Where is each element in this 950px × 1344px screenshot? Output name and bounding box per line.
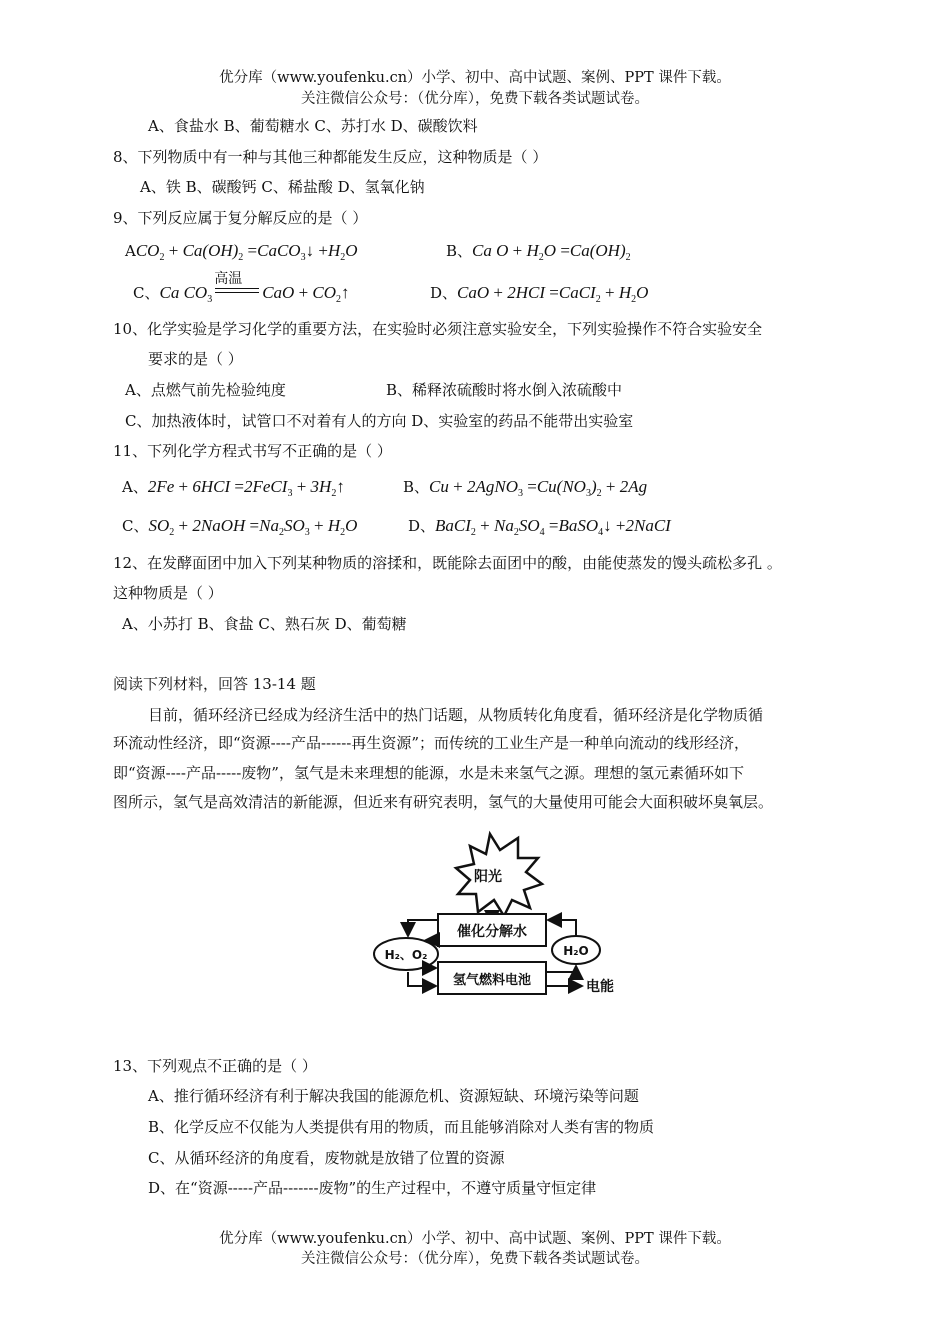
q9-option-b	[446, 241, 631, 268]
footer-line-1: 优分库（www.youfenku.cn）小学、初中、高中试题、案例、PPT 课件下载。	[219, 1231, 731, 1247]
water-label: H₂O	[563, 944, 589, 958]
q11-c-equation: $SO_2$ + 2NaOH $=Na_2SO_3 + H_2O$	[148, 516, 358, 538]
q11-option-a	[122, 477, 345, 504]
q11-d-equation: BaCI$_2$ + $Na_2SO_4$ =BaSO$_4$↓ +2NaCI	[435, 516, 671, 538]
left-flow-outer-arrow	[408, 920, 438, 936]
left-flow-outer-arrow-2	[408, 972, 436, 986]
q8-options: A、铁 B、碳酸钙 C、稀盐酸 D、氢氧化钠	[140, 178, 425, 196]
hydrogen-cycle-diagram	[368, 828, 628, 1008]
q9-a-label: A	[125, 242, 136, 260]
sun-label: 阳光	[474, 869, 502, 885]
q11-a-equation: 2Fe + 6HCI =2FeCI$_3$ + $3H_2↑$	[147, 477, 345, 499]
reading-paragraph-line-3: 即“资源----产品-----废物”，氢气是未来理想的能源，水是未来氢气之源。理想的氢元素循环如下	[113, 764, 744, 782]
reading-intro: 阅读下列材料，回答 13-14 题	[113, 675, 316, 693]
electricity-label: 电能	[586, 979, 614, 995]
q9-stem: 9、下列反应属于复分解反应的是（ ）	[113, 209, 368, 227]
q9-option-d	[430, 283, 648, 310]
q10-option-b: B、稀释浓硫酸时将水倒入浓硫酸中	[386, 381, 623, 399]
q10-stem-2: 要求的是（ ）	[148, 350, 243, 368]
fuel-cell-label: 氢气燃料电池	[452, 973, 532, 988]
q11-b-equation: Cu + 2AgNO$_3$ $=Cu(NO_3)_2 + 2Ag$	[429, 477, 648, 499]
q12-stem-1: 12、在发酵面团中加入下列某种物质的溶揉和，既能除去面团中的酸，由能使蒸发的馒头疏松多孔 。	[113, 554, 782, 572]
header-line-2: 关注微信公众号：（优分库），免费下载各类试题试卷。	[301, 91, 649, 107]
q11-option-c	[122, 516, 357, 543]
reading-paragraph-line-1: 目前，循环经济已经成为经济生活中的热门话题，从物质转化角度看，循环经济是化学物质循	[148, 706, 764, 724]
q11-b-label: B、	[403, 478, 430, 496]
q9-option-a	[125, 241, 358, 268]
footer-line-2: 关注微信公众号：（优分库），免费下载各类试题试卷。	[301, 1251, 649, 1267]
catalytic-decomposition-label: 催化分解水	[457, 924, 527, 940]
q11-option-b	[403, 477, 647, 504]
q9-a-equation: $CO_2 + Ca(OH)_2$ =CaCO$_3$↓ $+H_2O$	[135, 241, 358, 263]
q13-option-d: D、在“资源-----产品-------废物”的生产过程中，不遵守质量守恒定律	[148, 1179, 597, 1197]
reading-paragraph-line-2: 环流动性经济，即“资源----产品------再生资源”；而传统的工业生产是一种单向流动的线形经济，	[113, 734, 750, 752]
q9-c-label: C、	[133, 284, 160, 302]
q9-d-label: D、	[430, 284, 458, 302]
q11-d-label: D、	[408, 517, 436, 535]
q10-stem-1: 10、化学实验是学习化学的重要方法，在实验时必须注意实验安全，下列实验操作不符合实验安全	[113, 320, 763, 338]
q10-option-a: A、点燃气前先检验纯度	[125, 381, 286, 399]
q9-d-equation: CaO + 2HCI =CaCI$_2$ + $H_2O$	[457, 283, 649, 305]
q13-option-b: B、化学反应不仅能为人类提供有用的物质，而且能够消除对人类有害的物质	[148, 1118, 655, 1136]
right-flow-arrow-up	[546, 966, 576, 972]
q11-stem: 11、下列化学方程式书写不正确的是（ ）	[113, 442, 392, 460]
q8-stem: 8、下列物质中有一种与其他三种都能发生反应，这种物质是（ ）	[113, 148, 548, 166]
q9-b-label: B、	[446, 242, 473, 260]
header-line-1: 优分库（www.youfenku.cn）小学、初中、高中试题、案例、PPT 课件下载。	[219, 70, 731, 86]
q10-options-cd: C、加热液体时，试管口不对着有人的方向 D、实验室的药品不能带出实验室	[125, 412, 634, 430]
h2-o2-label: H₂、O₂	[384, 948, 428, 962]
q11-c-label: C、	[122, 517, 149, 535]
q12-options: A、小苏打 B、食盐 C、熟石灰 D、葡萄糖	[122, 615, 407, 633]
q12-stem-2: 这种物质是（ ）	[113, 584, 223, 602]
q13-option-c: C、从循环经济的角度看，废物就是放错了位置的资源	[148, 1149, 505, 1167]
q7-options: A、食盐水 B、葡萄糖水 C、苏打水 D、碳酸饮料	[148, 117, 478, 135]
q9-c-equation: Ca $CO_3$ 高温 CaO + $CO_2↑$	[159, 271, 350, 305]
q11-a-label: A、	[122, 478, 148, 496]
q9-c-condition: 高温	[214, 271, 243, 287]
q13-option-a: A、推行循环经济有利于解决我国的能源危机、资源短缺、环境污染等问题	[148, 1087, 639, 1105]
q13-stem: 13、下列观点不正确的是（ ）	[113, 1057, 317, 1075]
right-flow-arrow-to-top	[548, 920, 576, 936]
q11-option-d	[408, 516, 671, 543]
q9-option-c	[133, 271, 350, 310]
q9-b-equation: Ca $O + H_2O =Ca(OH)_2$	[472, 241, 631, 263]
reading-paragraph-line-4: 图所示，氢气是高效清洁的新能源，但近来有研究表明，氢气的大量使用可能会大面积破坏臭氧层。	[113, 793, 774, 811]
